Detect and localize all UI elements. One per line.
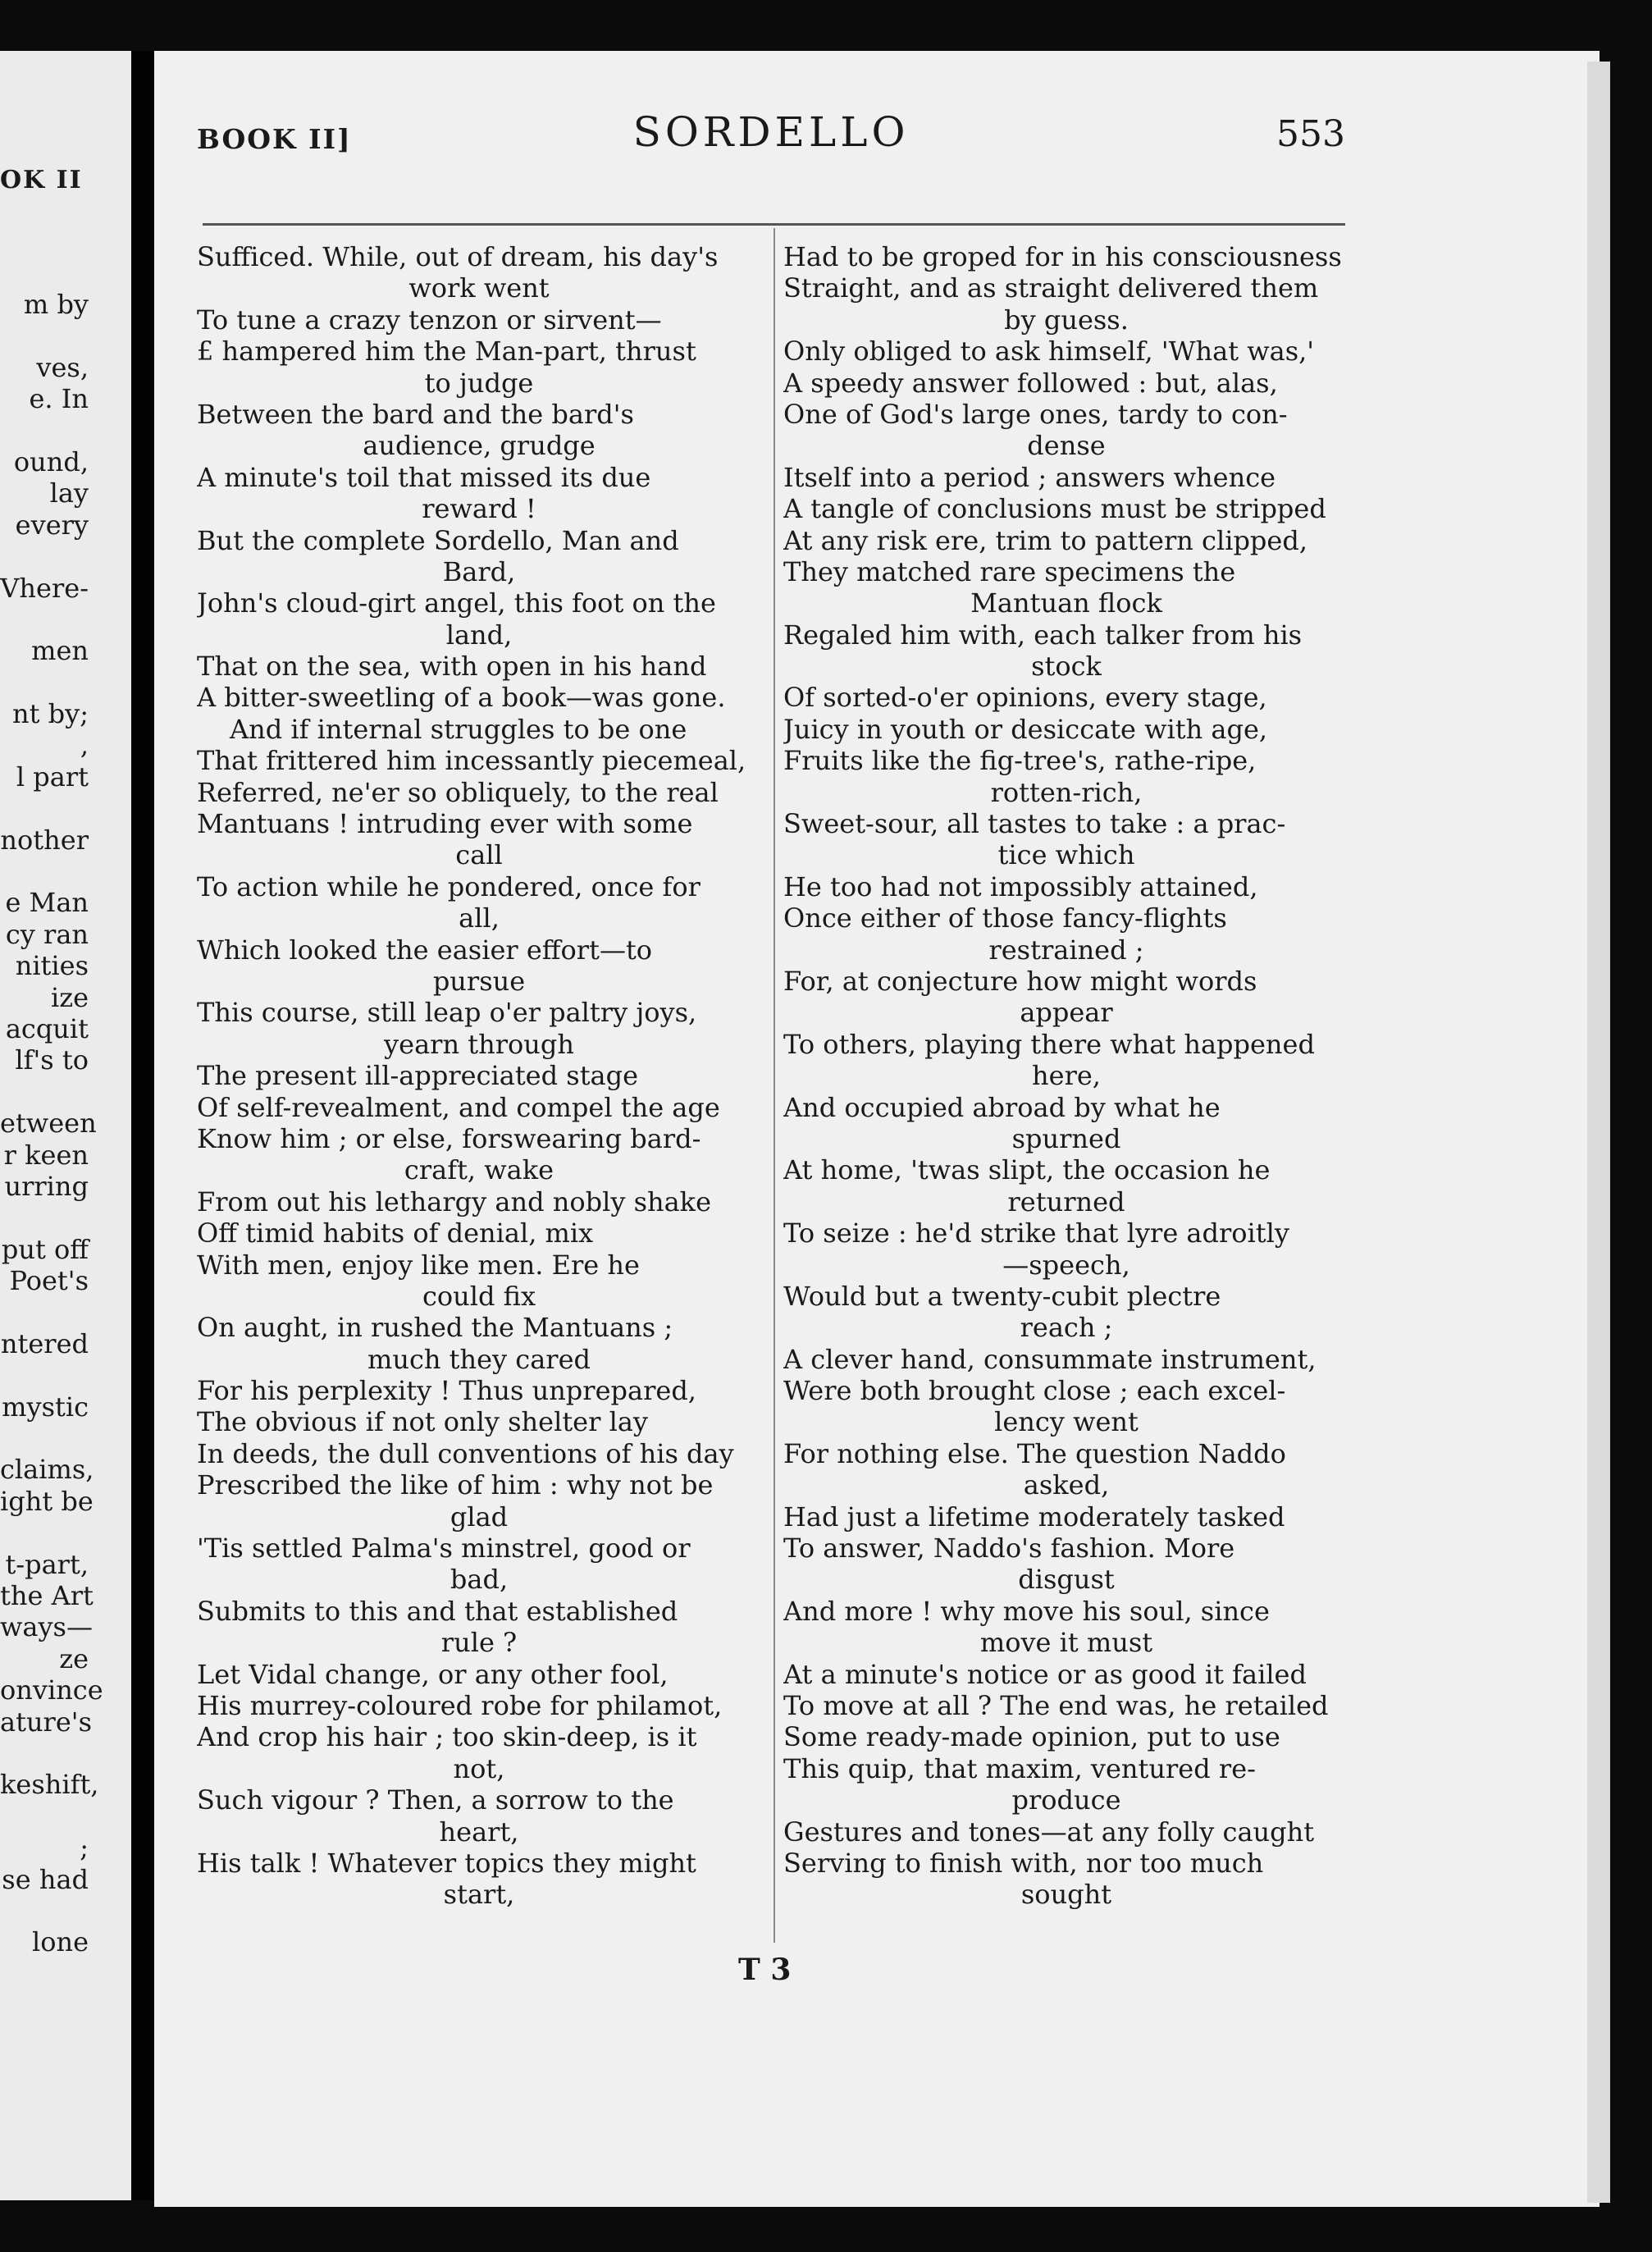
left-page-fragment-line: keshift, [0, 1769, 99, 1801]
verse-line: reward ! [422, 493, 536, 525]
left-page-fragment-line: etween [0, 1108, 97, 1140]
verse-line: A minute's toil that missed its due [197, 461, 651, 493]
verse-line: call [455, 839, 503, 871]
verse-line: Of self-revealment, and compel the age [197, 1091, 720, 1123]
verse-line: A bitter-sweetling of a book—was gone. [197, 682, 726, 714]
left-page-fragment-line [0, 667, 89, 698]
verse-line: His talk ! Whatever topics they might [197, 1847, 696, 1879]
left-page-fragment-line: nt by; [12, 698, 89, 730]
verse-line: To tune a crazy tenzon or sirvent— [197, 304, 662, 336]
verse-line: At a minute's notice or as good it failed [783, 1658, 1307, 1690]
verse-line: One of God's large ones, tardy to con- [783, 398, 1288, 430]
verse-line: And crop his hair ; too skin-deep, is it [197, 1721, 697, 1753]
left-page-fragment-line: men [31, 635, 89, 667]
verse-line: yearn through [384, 1028, 574, 1060]
verse-line: move it must [979, 1627, 1153, 1659]
verse-line: Juicy in youth or desiccate with age, [783, 713, 1268, 745]
verse-line: bad, [450, 1564, 509, 1596]
verse-line: land, [445, 619, 513, 651]
left-page-fragment-line: m by [23, 289, 89, 320]
verse-line: not, [453, 1752, 505, 1784]
verse-line: sought [1020, 1879, 1112, 1911]
verse-line: Which looked the easier effort—to [197, 934, 653, 966]
left-page-fragment-line [0, 1738, 89, 1769]
left-page-fragment-line: e Man [5, 887, 89, 919]
left-page-fragment-line: se had [2, 1863, 89, 1895]
left-page-fragment-line: ves, [36, 351, 89, 383]
left-page-fragment-line: ntered [0, 1327, 89, 1359]
verse-line: Know him ; or else, forswearing bard- [197, 1122, 701, 1154]
verse-line: Only obliged to ask himself, 'What was,' [783, 336, 1315, 368]
verse-line: Some ready-made opinion, put to use [783, 1721, 1280, 1753]
verse-line: Sufficed. While, out of dream, his day's [197, 241, 719, 272]
verse-line: to judge [424, 367, 534, 399]
verse-line: At home, 'twas slipt, the occasion he [783, 1154, 1271, 1186]
verse-line: asked, [1023, 1469, 1110, 1501]
verse-line: A clever hand, consummate instrument, [783, 1343, 1317, 1375]
verse-line: rotten-rich, [990, 776, 1143, 808]
verse-line: They matched rare specimens the [783, 555, 1236, 587]
left-page-fragment-line: nities [15, 950, 89, 982]
verse-line: To move at all ? The end was, he retailed [783, 1689, 1329, 1721]
left-page-fragment-line: the Art [0, 1580, 94, 1612]
left-page-fragment-line: ze [59, 1642, 89, 1674]
verse-line: here, [1032, 1060, 1101, 1092]
left-page-header: OK II [0, 166, 83, 194]
left-page-fragment-line: ways— [0, 1611, 93, 1643]
signature-mark: T 3 [738, 1953, 792, 1987]
book-gutter [131, 51, 154, 2200]
verse-line: Referred, ne'er so obliquely, to the real [197, 776, 719, 808]
verse-line: rule ? [440, 1627, 518, 1659]
left-page-fragment-line: ight be [0, 1485, 94, 1517]
left-page-fragment-line [0, 541, 89, 572]
verse-line: spurned [1011, 1122, 1121, 1154]
left-page-fragment-line: ize [50, 981, 89, 1013]
left-page-fragment-line [0, 1297, 89, 1328]
verse-line: restrained ; [988, 934, 1144, 966]
verse-line: John's cloud-girt angel, this foot on the [197, 587, 716, 619]
verse-line: Once either of those fancy-flights [783, 902, 1227, 934]
left-page-fragment-line: lf's to [15, 1044, 89, 1076]
column-divider [774, 228, 775, 1943]
left-page-fragment-line [0, 856, 89, 887]
verse-line: Let Vidal change, or any other fool, [197, 1658, 669, 1690]
verse-line: This course, still leap o'er paltry joys, [197, 997, 697, 1029]
verse-line: disgust [1018, 1564, 1115, 1596]
verse-line: Mantuans ! intruding ever with some [197, 808, 693, 840]
left-page-fragment-line [0, 320, 89, 351]
verse-line: could fix [422, 1280, 536, 1312]
verse-line: Would but a twenty-cubit plectre [783, 1280, 1221, 1312]
verse-line: Prescribed the like of him : why not be [197, 1469, 714, 1501]
header-rule [203, 223, 1345, 226]
verse-line: craft, wake [404, 1154, 554, 1186]
left-page-fragment-line [0, 1895, 89, 1926]
verse-line: Fruits like the fig-tree's, rathe-ripe, [783, 745, 1257, 777]
left-page-fragment-line: put off [1, 1233, 89, 1265]
verse-line: reach ; [1020, 1312, 1113, 1344]
verse-line: This quip, that maxim, ventured re- [783, 1752, 1256, 1784]
left-page-fragment-line: cy ran [5, 918, 89, 950]
page-title: SORDELLO [632, 108, 910, 156]
verse-line: To seize : he'd strike that lyre adroitly [783, 1217, 1289, 1249]
verse-line: produce [1011, 1784, 1121, 1816]
verse-line: Itself into a period ; answers whence [783, 461, 1276, 493]
page-edge [1587, 62, 1610, 2203]
verse-line: To others, playing there what happened [783, 1028, 1315, 1060]
left-page-fragment-line: l part [16, 761, 89, 793]
verse-line: But the complete Sordello, Man and [197, 524, 679, 556]
verse-line: Were both brought close ; each excel- [783, 1375, 1286, 1407]
left-page-fragment-line: ; [80, 1832, 89, 1864]
verse-line: Had to be groped for in his consciousness [783, 241, 1342, 272]
book-label: BOOK II] [197, 123, 352, 155]
verse-line: Had just a lifetime moderately tasked [783, 1501, 1285, 1533]
left-page-fragment-line: ound, [13, 445, 89, 477]
verse-line: His murrey-coloured robe for philamot, [197, 1689, 723, 1721]
left-page-fragment-line: acquit [5, 1012, 89, 1044]
verse-line: much they cared [367, 1343, 591, 1375]
left-page-fragment-line [0, 604, 89, 635]
left-page-fragment-line [0, 793, 89, 824]
left-page-fragment-line: , [80, 729, 89, 761]
left-page-fragment-line: e. In [29, 383, 89, 415]
verse-line: Bard, [442, 555, 516, 587]
verse-line: For his perplexity ! Thus unprepared, [197, 1375, 696, 1407]
verse-line: To action while he pondered, once for [197, 870, 701, 902]
left-page-fragment-line: mystic [2, 1391, 89, 1423]
left-page-fragment-line: Poet's [9, 1265, 89, 1297]
left-page-fragment-line: urring [4, 1170, 89, 1202]
verse-line: glad [450, 1501, 509, 1533]
verse-line: start, [443, 1879, 515, 1911]
right-column [783, 241, 1349, 1911]
verse-line: Straight, and as straight delivered them [783, 272, 1319, 304]
verse-line: Off timid habits of denial, mix [197, 1217, 594, 1249]
left-page-fragment-line: every [15, 509, 89, 541]
left-page-fragment-line [0, 1202, 89, 1233]
left-page-fragment-line: onvince [0, 1674, 103, 1706]
left-page-text [0, 289, 103, 1958]
left-page-fragment-line: claims, [0, 1454, 94, 1486]
left-page-fragment-line [0, 1517, 89, 1548]
verse-line: For, at conjecture how might words [783, 965, 1257, 997]
page-number: 553 [1276, 113, 1345, 155]
left-column [197, 241, 761, 1911]
left-page-fragment-line [0, 1801, 89, 1832]
verse-line: And more ! why move his soul, since [783, 1595, 1270, 1627]
verse-line: work went [408, 272, 550, 304]
verse-line: That on the sea, with open in his hand [197, 651, 707, 683]
verse-line: From out his lethargy and nobly shake [197, 1185, 711, 1217]
left-page-fragment-line [0, 415, 89, 446]
left-page-fragment [0, 51, 131, 2200]
verse-line: With men, enjoy like men. Ere he [197, 1249, 640, 1281]
verse-line: pursue [432, 965, 526, 997]
left-page-fragment-line: t-part, [5, 1548, 89, 1580]
verse-line: At any risk ere, trim to pattern clipped, [783, 524, 1307, 556]
verse-line: A tangle of conclusions must be stripped [783, 493, 1326, 525]
verse-line: The obvious if not only shelter lay [197, 1406, 648, 1438]
verse-line: Sweet-sour, all tastes to take : a prac- [783, 808, 1286, 840]
verse-line: He too had not impossibly attained, [783, 870, 1258, 902]
left-page-fragment-line: lay [49, 477, 89, 509]
verse-line: audience, grudge [363, 430, 596, 462]
verse-line: Such vigour ? Then, a sorrow to the [197, 1784, 674, 1816]
left-page-fragment-line: Vhere- [0, 572, 89, 604]
verse-line: all, [459, 902, 500, 934]
left-page-fragment-line [0, 1076, 89, 1108]
verse-line: Gestures and tones—at any folly caught [783, 1816, 1315, 1848]
verse-line: The present ill-appreciated stage [197, 1060, 639, 1092]
left-page-fragment-line: r keen [3, 1139, 89, 1171]
verse-line: heart, [439, 1816, 519, 1848]
verse-line: That frittered him incessantly piecemeal, [197, 745, 746, 777]
verse-line: £ hampered him the Man-part, thrust [197, 336, 696, 368]
verse-line: To answer, Naddo's fashion. More [783, 1533, 1235, 1565]
verse-line: Submits to this and that established [197, 1595, 678, 1627]
verse-line: returned [1007, 1185, 1125, 1217]
left-page-fragment-line: ature's [0, 1706, 92, 1738]
verse-line: Mantuan flock [970, 587, 1162, 619]
verse-line: —speech, [1002, 1249, 1130, 1281]
verse-line: In deeds, the dull conventions of his day [197, 1437, 734, 1469]
verse-line: 'Tis settled Palma's minstrel, good or [197, 1533, 691, 1565]
verse-line: Of sorted-o'er opinions, every stage, [783, 682, 1267, 714]
verse-line: A speedy answer followed : but, alas, [783, 367, 1278, 399]
verse-line: stock [1031, 651, 1102, 683]
verse-line: appear [1020, 997, 1113, 1029]
verse-line: Regaled him with, each talker from his [783, 619, 1303, 651]
verse-line: lency went [994, 1406, 1139, 1438]
left-page-fragment-line: nother [0, 824, 89, 856]
verse-line: And if internal struggles to be one [230, 713, 687, 745]
verse-line: tice which [997, 839, 1135, 871]
left-page-fragment-line: lone [31, 1926, 89, 1958]
verse-line: And occupied abroad by what he [783, 1091, 1221, 1123]
verse-line: On aught, in rushed the Mantuans ; [197, 1312, 673, 1344]
verse-line: For nothing else. The question Naddo [783, 1437, 1286, 1469]
verse-line: Between the bard and the bard's [197, 398, 634, 430]
left-page-fragment-line [0, 1423, 89, 1454]
verse-line: Serving to finish with, nor too much [783, 1847, 1264, 1879]
verse-line: dense [1027, 430, 1106, 462]
left-page-fragment-line [0, 1359, 89, 1391]
verse-line: by guess. [1004, 304, 1129, 336]
running-header [197, 108, 1345, 174]
